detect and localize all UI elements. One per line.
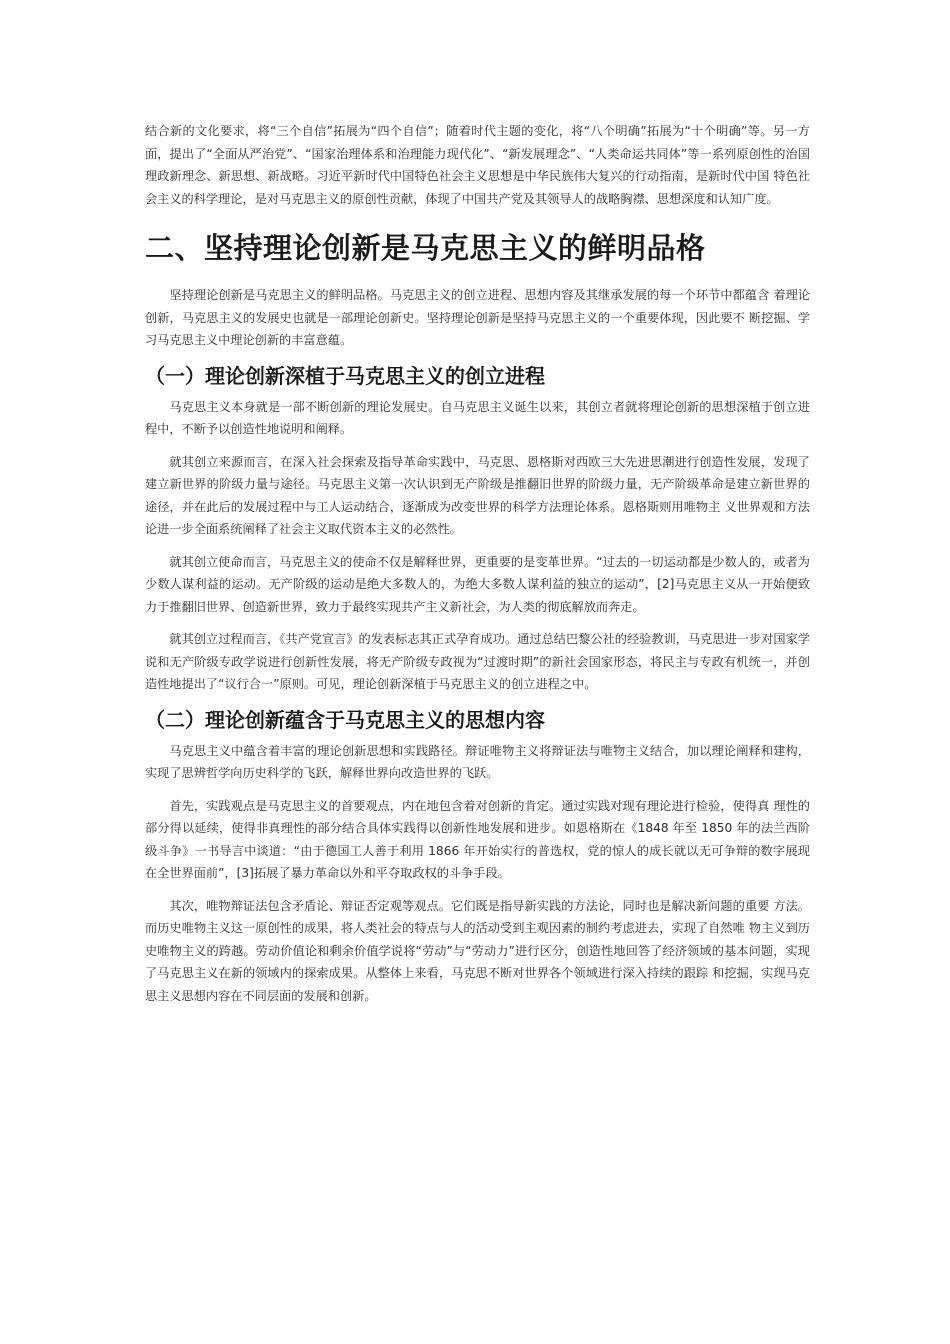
paragraph: 就其创立过程而言，《共产党宣言》的发表标志其正式孕育成功。通过总结巴黎公社的经验教训，马克思进一步对国家学说和无产阶级专政学说进行创新性发展，将无产阶级专政视为“过渡时期”的新社会国家形态，将民主与专政有机统一，并创造性地提出了“议行合一”原则。可见，理论创新深植于马克思主义的创立进程之中。 <box>145 632 810 691</box>
paragraph: 马克思主义中蕴含着丰富的理论创新思想和实践路径。辩证唯物主义将辩证法与唯物主义结合，加以理论阐释和建构，实现了思辨哲学向历史科学的飞跃，解释世界向改造世界的飞跃。 <box>145 743 810 780</box>
section-heading: 二、坚持理论创新是马克思主义的鲜明品格 <box>145 231 706 265</box>
subsection-heading-1: （一）理论创新深植于马克思主义的创立进程 <box>145 363 545 388</box>
section-intro-paragraph: 坚持理论创新是马克思主义的鲜明品格。马克思主义的创立进程、思想内容及其继承发展的每一个环节中都蕴含 着理论创新，马克思主义的发展史也就是一部理论创新史。坚持理论创新是坚持马克思主义的一个重要体现，因此要不 断挖掘、学习马克思主义中理论创新的丰富意蕴。 <box>145 288 810 347</box>
document-body <box>145 120 810 1017</box>
paragraph-continued: 结合新的文化要求，将“三个自信”拓展为“四个自信”；随着时代主题的变化，将“八个明确”拓展为“十个明确”等。另一方面，提出了“全面从严治党”、“国家治理体系和治理能力现代化”、“新发展理念”、“人类命运共同体”等一系列原创性的治国理政新理念、新思想、新战略。习近平新时代中国特色社会主义思想是中华民族伟大复兴的行动指南，是新时代中国 特色社会主义的科学理论，是对马克思主义的原创性贡献，体现了中国共产党及其领导人的战略胸襟、思想深度和认知广度。 <box>145 124 810 206</box>
subsection-heading-2: （二）理论创新蕴含于马克思主义的思想内容 <box>145 707 545 732</box>
paragraph: 就其创立使命而言，马克思主义的使命不仅是解释世界，更重要的是变革世界。“过去的一切运动都是少数人的，或者为少数人谋利益的运动。无产阶级的运动是绝大多数人的，为绝大多数人谋利益的独立的运动”，[2]马克思主义从一开始便致力于推翻旧世界、创造新世界，致力于最终实现共产主义新社会，为人类的彻底解放而奔走。 <box>145 554 810 614</box>
paragraph: 首先，实践观点是马克思主义的首要观点，内在地包含着对创新的肯定。通过实践对现有理论进行检验，使得真 理性的部分得以延续，使得非真理性的部分结合具体实践得以创新性地发展和进步。如恩格斯在《1848 年至 1850 年的法兰西阶级斗争》一书导言中谈道：“由于德国工人善于利用 1866 年开始实行的普选权，党的惊人的成长就以无可争辩的数字展现在全世界面前”，[3]拓展了暴力革命以外和平夺取政权的斗争手段。 <box>145 798 810 880</box>
paragraph: 其次，唯物辩证法包含矛盾论、辩证否定观等观点。它们既是指导新实践的方法论，同时也是解决新问题的重要 方法。而历史唯物主义这一原创性的成果，将人类社会的特点与人的活动受到主观因素的制约考虑进去，实现了自然唯 物主义到历史唯物主义的跨越。劳动价值论和剩余价值学说将“劳动”与“劳动力”进行区分，创造性地回答了经济领域的基本问题，实现了马克思主义在新的领域内的探索成果。从整体上来看，马克思不断对世界各个领域进行深入持续的跟踪 和挖掘，实现马克思主义思想内容在不同层面的发展和创新。 <box>145 898 810 1003</box>
paragraph: 就其创立来源而言，在深入社会探索及指导革命实践中，马克思、恩格斯对西欧三大先进思潮进行创造性发展，发现了建立新世界的阶级力量与途径。马克思主义第一次认识到无产阶级是推翻旧世界的阶级力量，无产阶级革命是建立新世界的途径，并在此后的发展过程中与工人运动结合，逐渐成为改变世界的科学方法理论体系。恩格斯则用唯物主 义世界观和方法论进一步全面系统阐释了社会主义取代资本主义的必然性。 <box>145 454 810 536</box>
paragraph: 马克思主义本身就是一部不断创新的理论发展史。自马克思主义诞生以来，其创立者就将理论创新的思想深植于创立进程中，不断予以创造性地说明和阐释。 <box>145 399 810 436</box>
